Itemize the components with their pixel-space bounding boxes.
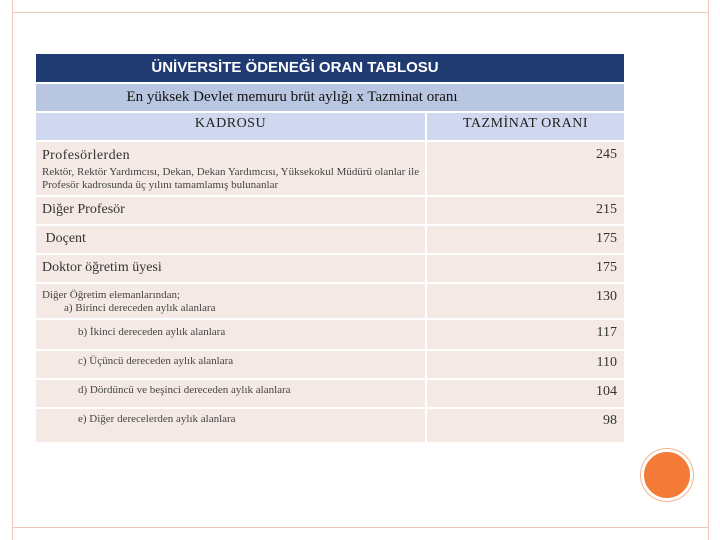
row-value: 245 — [596, 147, 617, 162]
table-row-value-cell — [427, 409, 624, 442]
row-label: d) Dördüncü ve beşinci dereceden aylık alanlara — [78, 384, 291, 396]
table-row-label-cell — [36, 351, 425, 378]
row-label: Profesörlerden — [42, 148, 131, 163]
slide-frame-top — [12, 12, 708, 13]
row-value: 98 — [603, 413, 617, 428]
row-label: Doktor öğretim üyesi — [42, 260, 162, 275]
table-subtitle — [36, 84, 624, 111]
slide-frame-left — [12, 0, 13, 540]
row-value: 215 — [596, 202, 617, 217]
row-value: 130 — [596, 289, 617, 304]
table-row-label-cell — [36, 284, 425, 318]
row-value: 175 — [596, 231, 617, 246]
row-note: Rektör, Rektör Yardımcısı, Dekan, Dekan Yardımcısı, Yüksekokul Müdürü olanlar ile Profesör kadrosunda üç yılını tamamlamış bulunanlar — [42, 166, 420, 191]
table-row-value-cell — [427, 380, 624, 407]
table-row-label-cell — [36, 197, 425, 224]
table-subtitle-text: En yüksek Devlet memuru brüt aylığı x Tazminat oranı — [126, 89, 458, 105]
row-value: 117 — [596, 325, 617, 340]
row-value: 175 — [596, 260, 617, 275]
slide-frame-bottom — [12, 527, 708, 528]
table-row-label-cell — [36, 409, 425, 442]
column-header-tazminat-orani: TAZMİNAT ORANI — [427, 113, 624, 140]
row-label: Diğer Profesör — [42, 202, 125, 217]
slide-frame-right — [708, 0, 709, 540]
column-header-kadrosu: KADROSU — [36, 113, 425, 140]
table-title — [36, 54, 624, 82]
row-label: Doçent — [42, 231, 86, 246]
row-note: a) Birinci dereceden aylık alanlara — [64, 302, 216, 314]
decorative-orange-circle — [641, 449, 693, 501]
row-label: e) Diğer derecelerden aylık alanlara — [78, 413, 236, 425]
table-row-value-cell — [427, 320, 624, 349]
table-row-label-cell — [36, 255, 425, 282]
table-row-label-cell — [36, 226, 425, 253]
row-value: 110 — [596, 355, 617, 370]
table-row-value-cell — [427, 351, 624, 378]
table-row-value-cell — [427, 226, 624, 253]
row-label: Diğer Öğretim elemanlarından; — [42, 289, 181, 301]
row-value: 104 — [596, 384, 617, 399]
table-row-label-cell — [36, 142, 425, 195]
table-row-value-cell — [427, 284, 624, 318]
table-title-text: ÜNİVERSİTE ÖDENEĞİ ORAN TABLOSU — [151, 59, 439, 76]
table-row-value-cell — [427, 255, 624, 282]
table-row-value-cell — [427, 197, 624, 224]
table-row-value-cell — [427, 142, 624, 195]
table-row-label-cell — [36, 380, 425, 407]
row-label: b) İkinci dereceden aylık alanlara — [78, 326, 226, 338]
table-row-label-cell — [36, 320, 425, 349]
row-label: c) Üçüncü dereceden aylık alanlara — [78, 355, 234, 367]
